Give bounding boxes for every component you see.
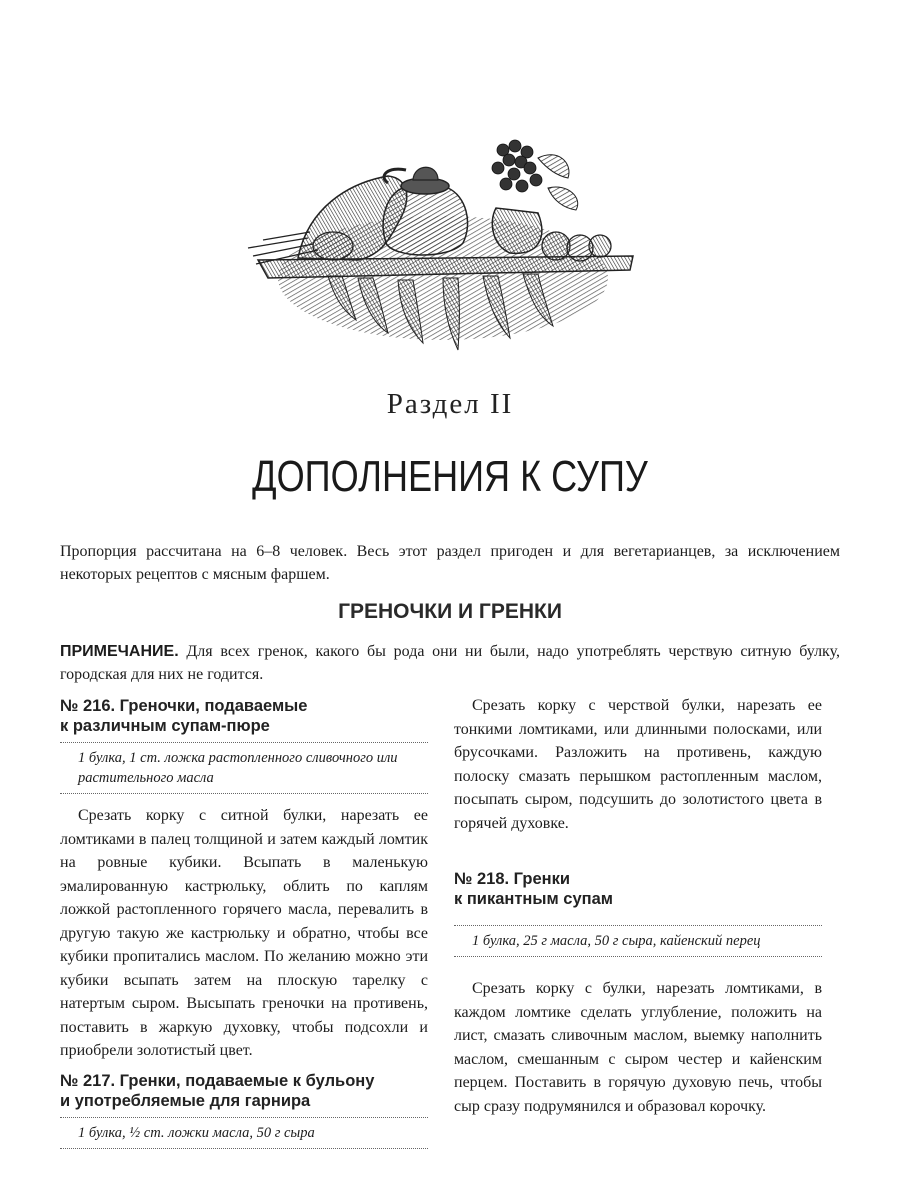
recipe-ingredients: 1 булка, 25 г масла, 50 г сыра, кайенский перец (454, 925, 822, 957)
right-column (454, 694, 822, 1118)
left-column (60, 696, 428, 1159)
recipe-title (60, 1071, 428, 1111)
recipe-title-line: к пикантным супам (454, 890, 613, 908)
recipe-ingredients: 1 булка, 1 ст. ложка растопленного сливочного или растительного масла (60, 742, 428, 794)
intro-paragraph: Пропорция рассчитана на 6–8 человек. Весь этот раздел пригоден и для вегетарианцев, за исключением некоторых рецептов с мясным фаршем. (60, 543, 840, 583)
note-text: Для всех гренок, какого бы рода они ни были, надо употреблять черствую ситную булку, городская для них не годится. (60, 643, 841, 683)
recipe-title-line: № 218. Гренки (454, 870, 571, 888)
recipe-title (454, 869, 822, 909)
recipe-title-line: к различным супам-пюре (60, 717, 270, 735)
section-label: Раздел II (386, 388, 514, 420)
recipe-ingredients: 1 булка, ½ ст. ложки масла, 50 г сыра (60, 1117, 428, 1149)
recipe-text: Срезать корку с булки, нарезать ломтиками, в каждом ломтике сделать углубление, положить на лист, смазать сливочным маслом, выемку наполнить маслом, смешанным с сыром честер и кайенским перцем. Поставить в горячую духовую печь, чтобы сыр сразу подрумянился и образовал корочку. (454, 980, 822, 1115)
still-life-engraving (238, 128, 638, 360)
recipe-title-line: № 217. Гренки, подаваемые к бульону (60, 1071, 375, 1090)
recipe-217 (60, 1071, 428, 1149)
note-paragraph (60, 640, 840, 686)
recipe-text: Срезать корку с ситной булки, нарезать ее ломтиками в палец толщиной и затем каждый ломтик на ровные кубики. Всыпать в маленькую эмалированную кастрюльку, облить по каплям ложкой растопленного горячего масла, перевалить в другую такую же кастрюльку и обратно, чтобы все кубики пропитались маслом. По желанию можно эти кубики всыпать затем на плоскую тарелку с натертым сыром. Высыпать греночки на противень, поставить в жаркую духовку, чтобы подсохли и приобрели золотистый цвет. (60, 807, 428, 1059)
recipe-text: Срезать корку с черствой булки, нарезать ее тонкими ломтиками, или длинными полосками, или брусочками. Разложить на противень, каждую полоску смазать перышком растопленным маслом, посыпать сыром, подсушить до золотистого цвета в горячей духовке. (454, 697, 822, 832)
recipe-title-line: № 216. Греночки, подаваемые (60, 697, 308, 715)
note-label: ПРИМЕЧАНИЕ. (60, 643, 179, 660)
chapter-title: ДОПОЛНЕНИЯ К СУПУ (252, 452, 648, 501)
recipe-title (60, 696, 428, 736)
subsection-title: ГРЕНОЧКИ И ГРЕНКИ (338, 600, 562, 623)
recipe-218 (454, 869, 822, 1118)
recipe-216 (60, 696, 428, 1063)
recipe-title-line: и употребляемые для гарнира (60, 1091, 311, 1110)
